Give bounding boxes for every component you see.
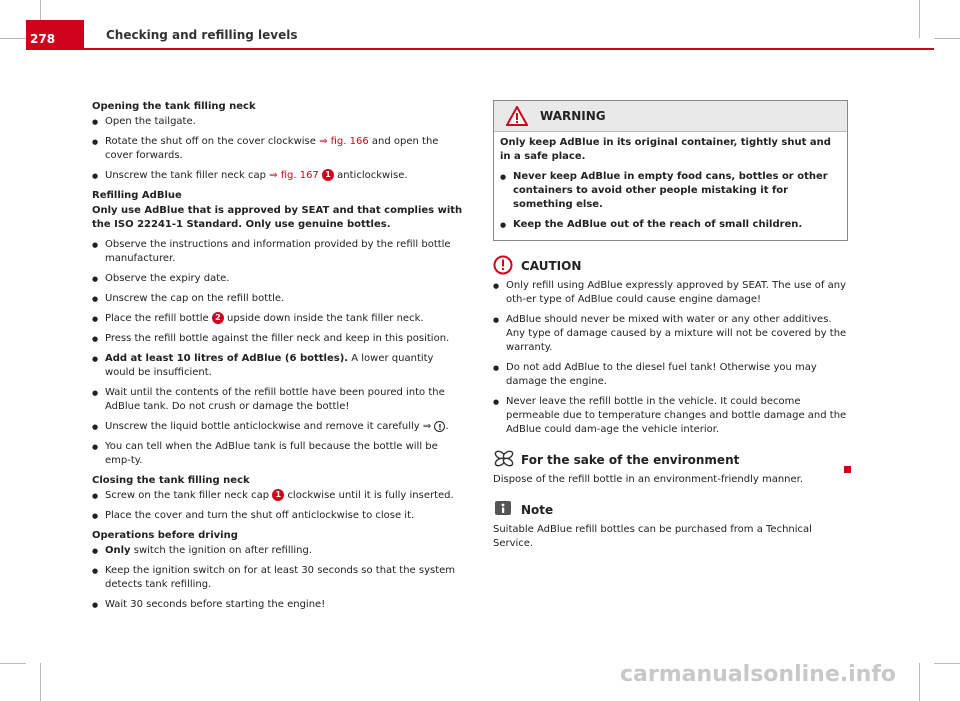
environment-text: Dispose of the refill bottle in an environment-friendly manner. [493, 474, 804, 485]
warning-text: Only keep AdBlue in its original container, tightly shut and in a safe place. [500, 137, 831, 162]
fig-167-link[interactable]: ⇒ fig. 167 [269, 170, 319, 181]
watermark: carmanualsonline.info [620, 662, 896, 687]
header-rule [26, 48, 934, 50]
page-title: Checking and refilling levels [106, 28, 298, 42]
list-item: ● Only switch the ignition on after refilling. [92, 544, 466, 558]
list-item: ● Unscrew the cap on the refill bottle. [92, 292, 466, 306]
list-item: ● Observe the expiry date. [92, 272, 466, 286]
list-item: ● Wait 30 seconds before starting the engine! [92, 598, 466, 612]
refilling-heading: Refilling AdBlue [92, 190, 182, 201]
note-info-icon [493, 499, 515, 519]
operations-heading: Operations before driving [92, 530, 238, 541]
crop-mark [0, 38, 26, 39]
list-item: ● Rotate the shut off on the cover clockwise ⇒ fig. 166 and open the cover forwards. [92, 135, 466, 163]
crop-mark [934, 38, 960, 39]
left-column [92, 100, 466, 618]
caution-header [493, 255, 848, 277]
list-item: ● Observe the instructions and information provided by the refill bottle manufacturer. [92, 238, 466, 266]
list-item: ● Unscrew the tank filler neck cap ⇒ fig. 167 1 anticlockwise. [92, 169, 466, 183]
environment-title: For the sake of the environment [521, 453, 740, 467]
end-of-section-mark [844, 466, 851, 473]
list-item: ● Keep the AdBlue out of the reach of small children. [500, 218, 841, 232]
list-item: ● Never keep AdBlue in empty food cans, bottles or other containers to avoid other people mistaking it for something else. [500, 170, 841, 212]
callout-1-icon: 1 [322, 169, 334, 181]
closing-heading: Closing the tank filling neck [92, 475, 250, 486]
note-text: Suitable AdBlue refill bottles can be purchased from a Technical Service. [493, 524, 812, 549]
list-item: ● Only refill using AdBlue expressly approved by SEAT. The use of any oth-er type of AdBlue could cause engine damage! [493, 279, 848, 307]
list-item: ● Place the refill bottle 2 upside down inside the tank filler neck. [92, 312, 466, 326]
warning-box [493, 100, 848, 241]
caution-title: CAUTION [521, 259, 582, 273]
crop-mark [919, 663, 920, 701]
list-item: ● Keep the ignition switch on for at least 30 seconds so that the system detects tank refilling. [92, 564, 466, 592]
list-item: ● Screw on the tank filler neck cap 1 clockwise until it is fully inserted. [92, 489, 466, 503]
warning-title: WARNING [540, 109, 606, 123]
list-item: ● AdBlue should never be mixed with water or any other additives. Any type of damage caused by a mixture will not be covered by the warranty. [493, 313, 848, 355]
environment-header [493, 449, 848, 471]
crop-mark [919, 0, 920, 38]
list-item: ● Open the tailgate. [92, 115, 466, 129]
opening-heading: Opening the tank filling neck [92, 101, 256, 112]
page-number: 278 [26, 20, 84, 50]
environment-leaf-icon [493, 449, 515, 469]
right-column [493, 100, 848, 557]
warning-body [494, 132, 847, 240]
caution-icon [493, 255, 513, 275]
fig-166-link[interactable]: ⇒ fig. 166 [319, 136, 369, 147]
crop-mark [934, 663, 960, 664]
list-item: ● Never leave the refill bottle in the vehicle. It could become permeable due to temperature changes and bottle damage and the AdBlue could dam-age the vehicle interior. [493, 395, 848, 437]
list-item: ● You can tell when the AdBlue tank is full because the bottle will be emp-ty. [92, 440, 466, 468]
callout-1-icon: 1 [272, 489, 284, 501]
caution-ref-icon[interactable]: ! [434, 421, 445, 432]
list-item: ● Place the cover and turn the shut off anticlockwise to close it. [92, 509, 466, 523]
note-header [493, 499, 848, 521]
list-item: ● Press the refill bottle against the filler neck and keep in this position. [92, 332, 466, 346]
note-title: Note [521, 503, 554, 517]
list-item: ● Do not add AdBlue to the diesel fuel tank! Otherwise you may damage the engine. [493, 361, 848, 389]
crop-mark [0, 663, 26, 664]
list-item: ● Unscrew the liquid bottle anticlockwise and remove it carefully ⇒ ! . [92, 420, 466, 434]
callout-2-icon: 2 [212, 312, 224, 324]
list-item: ● Wait until the contents of the refill bottle have been poured into the AdBlue tank. Do not crush or damage the bottle! [92, 386, 466, 414]
warning-header [494, 101, 847, 132]
warning-triangle-icon [506, 106, 528, 126]
crop-mark [40, 663, 41, 701]
refilling-intro: Only use AdBlue that is approved by SEAT and that complies with the ISO 22241-1 Standard. Only use genuine bottles. [92, 205, 463, 230]
list-item: ● Add at least 10 litres of AdBlue (6 bottles). A lower quantity would be insufficient. [92, 352, 466, 380]
